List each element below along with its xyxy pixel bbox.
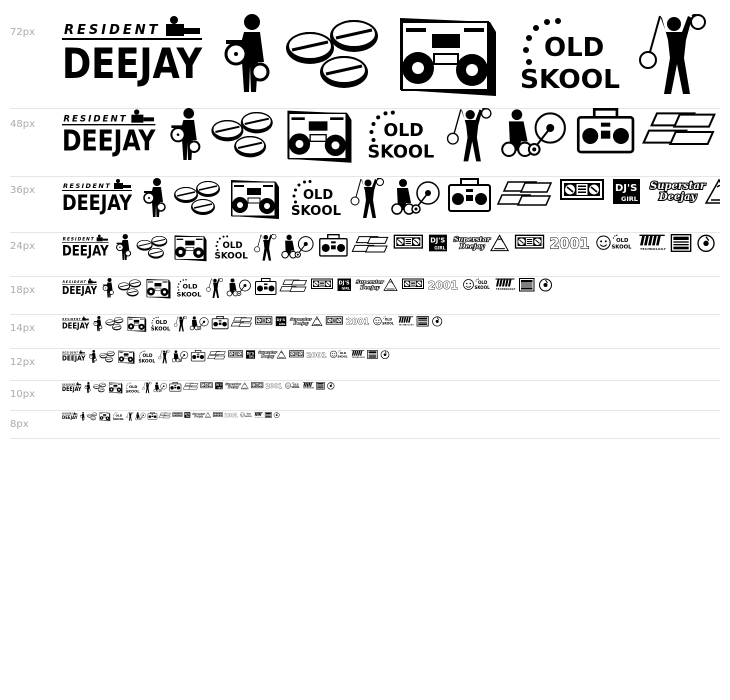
vinyl-glyph <box>274 412 279 417</box>
boombox-glyph <box>212 316 228 328</box>
platforms-glyph <box>159 413 171 418</box>
face-triangle-glyph <box>706 180 720 203</box>
superstar-deejay-glyph <box>356 280 384 292</box>
platforms-glyph <box>280 280 307 292</box>
face-triangle-glyph <box>241 383 248 389</box>
pills-glyph <box>87 413 97 421</box>
dancer-figure-glyph <box>207 278 223 298</box>
technology-logo-glyph <box>303 382 314 389</box>
djs-girl-glyph <box>429 235 447 252</box>
boombox-glyph <box>191 350 205 361</box>
year-2001-glyph <box>265 383 282 390</box>
djs-girl-glyph <box>215 382 223 389</box>
djs-girl-glyph <box>338 279 352 292</box>
dancer-figure-glyph <box>159 350 170 363</box>
pills-glyph <box>137 236 168 259</box>
boombox-large-glyph <box>128 317 147 332</box>
boombox-glyph <box>320 235 347 256</box>
mixer-glyph <box>516 235 544 248</box>
vinyl-glyph <box>698 235 714 251</box>
boombox-large-glyph <box>231 180 279 219</box>
preview-row-72px <box>10 14 720 109</box>
dancer-figure-glyph <box>640 14 705 94</box>
smiley-old-skool-glyph <box>240 412 252 418</box>
dj-turntable-figure-glyph <box>135 412 145 420</box>
deejay-logo-glyph <box>62 412 78 421</box>
djs-girl-glyph <box>276 316 286 326</box>
deejay-logo-glyph <box>62 109 156 157</box>
boombox-large-glyph <box>175 235 207 261</box>
smiley-old-skool-glyph <box>464 279 491 291</box>
mixer-glyph <box>256 317 272 324</box>
boombox-glyph <box>256 279 277 295</box>
dancer-figure-glyph <box>174 316 187 332</box>
glyph-strip <box>62 108 720 165</box>
dj-turntable-figure-glyph <box>392 179 439 214</box>
smiley-old-skool-glyph <box>330 350 348 358</box>
dj-figure-glyph <box>103 278 114 298</box>
face-triangle-glyph <box>384 279 397 291</box>
glyph-strip <box>62 412 282 424</box>
mixer-glyph <box>403 279 424 289</box>
dancer-figure-glyph <box>142 382 151 393</box>
size-label: 36px <box>10 185 35 196</box>
old-skool-glyph <box>151 317 171 333</box>
mixer-glyph <box>289 351 303 357</box>
vinyl-glyph <box>433 317 442 326</box>
glyph-strip <box>62 316 446 334</box>
preview-row-10px <box>10 380 720 411</box>
mixer-glyph <box>394 235 422 248</box>
year-2001-glyph <box>225 413 239 419</box>
superstar-deejay-glyph <box>650 181 706 203</box>
technology-logo-glyph <box>398 316 414 326</box>
platforms-glyph <box>231 318 252 327</box>
glyph-strip <box>62 350 393 366</box>
superstar-deejay-glyph <box>193 412 206 417</box>
year-2001-glyph <box>346 318 369 328</box>
size-label: 48px <box>10 119 35 130</box>
speaker-box-glyph <box>671 235 690 252</box>
size-label: 18px <box>10 285 35 296</box>
smiley-old-skool-glyph <box>597 235 632 251</box>
superstar-deejay-glyph <box>258 351 277 359</box>
pills-glyph <box>99 351 114 362</box>
vinyl-glyph <box>381 351 389 359</box>
technology-logo-glyph <box>639 235 666 251</box>
size-label: 10px <box>10 389 35 400</box>
dj-figure-glyph <box>85 382 91 393</box>
boombox-large-glyph <box>109 383 122 394</box>
vinyl-glyph <box>327 383 334 390</box>
mixer-glyph <box>201 383 213 388</box>
pills-glyph <box>286 20 378 88</box>
deejay-logo-glyph <box>62 235 109 260</box>
dj-figure-glyph <box>89 350 96 363</box>
superstar-deejay-glyph <box>225 382 241 389</box>
glyph-strip <box>62 278 557 301</box>
superstar-deejay-glyph <box>454 235 491 250</box>
old-skool-glyph <box>138 351 155 365</box>
old-skool-glyph <box>215 235 249 261</box>
old-skool-glyph <box>367 111 434 163</box>
old-skool-glyph <box>520 18 620 95</box>
dj-turntable-figure-glyph <box>190 316 208 330</box>
dancer-figure-glyph <box>126 412 133 421</box>
boombox-large-glyph <box>287 111 351 163</box>
preview-row-24px <box>10 232 720 277</box>
deejay-logo-glyph <box>62 179 133 215</box>
size-label: 72px <box>10 27 35 38</box>
smiley-old-skool-glyph <box>374 316 394 325</box>
boombox-glyph <box>148 412 157 419</box>
old-skool-glyph <box>126 383 141 394</box>
dj-figure-glyph <box>226 14 268 92</box>
technology-logo-glyph <box>352 350 366 359</box>
size-label: 8px <box>10 419 29 430</box>
preview-row-14px <box>10 314 720 349</box>
face-triangle-glyph <box>491 235 508 250</box>
dj-turntable-figure-glyph <box>172 350 188 362</box>
platforms-glyph <box>352 237 387 252</box>
platforms-glyph <box>498 182 551 205</box>
old-skool-glyph <box>291 180 341 219</box>
mixer-glyph <box>213 412 222 416</box>
old-skool-glyph <box>177 279 202 299</box>
dj-turntable-figure-glyph <box>154 382 167 392</box>
size-label: 14px <box>10 323 35 334</box>
preview-row-12px <box>10 348 720 381</box>
deejay-logo-glyph <box>62 16 202 88</box>
preview-row-18px <box>10 276 720 315</box>
platforms-glyph <box>644 113 715 144</box>
glyph-strip <box>62 382 337 396</box>
pills-glyph <box>211 112 272 157</box>
boombox-large-glyph <box>147 279 171 299</box>
boombox-large-glyph <box>100 412 111 421</box>
speaker-box-glyph <box>417 316 428 326</box>
dancer-figure-glyph <box>448 108 491 161</box>
dj-figure-glyph <box>171 108 199 160</box>
boombox-glyph <box>578 109 633 152</box>
face-triangle-glyph <box>312 317 322 326</box>
mixer-glyph <box>561 180 603 199</box>
face-triangle-glyph <box>277 351 286 359</box>
boombox-glyph <box>170 382 181 391</box>
deejay-logo-glyph <box>62 350 86 362</box>
deejay-logo-glyph <box>62 316 89 330</box>
year-2001-glyph <box>550 236 590 253</box>
preview-row-36px <box>10 176 720 233</box>
pills-glyph <box>105 317 123 330</box>
mixer-glyph <box>229 351 243 357</box>
dj-figure-glyph <box>94 316 102 331</box>
djs-girl-glyph <box>246 350 255 358</box>
preview-row-48px <box>10 108 720 177</box>
vinyl-glyph <box>540 279 552 291</box>
smiley-old-skool-glyph <box>285 382 300 389</box>
pills-glyph <box>118 280 141 297</box>
dj-figure-glyph <box>144 178 165 217</box>
mixer-glyph <box>173 412 182 416</box>
dj-turntable-figure-glyph <box>502 109 565 156</box>
djs-girl-glyph <box>184 412 190 418</box>
speaker-box-glyph <box>368 350 378 358</box>
glyph-strip <box>62 178 720 221</box>
speaker-box-glyph <box>520 279 535 292</box>
boombox-large-glyph <box>400 18 496 96</box>
pills-glyph <box>93 383 106 392</box>
deejay-logo-glyph <box>62 279 97 298</box>
glyph-strip <box>62 14 720 98</box>
dj-turntable-figure-glyph <box>227 279 251 297</box>
speaker-box-glyph <box>265 412 271 418</box>
deejay-logo-glyph <box>62 382 82 393</box>
technology-logo-glyph <box>496 279 516 292</box>
mixer-glyph <box>251 383 263 388</box>
size-label: 12px <box>10 357 35 368</box>
dj-turntable-figure-glyph <box>282 235 313 258</box>
mixer-glyph <box>312 279 333 289</box>
platforms-glyph <box>208 351 226 359</box>
platforms-glyph <box>183 383 198 389</box>
mixer-glyph <box>326 317 342 324</box>
dancer-figure-glyph <box>351 178 384 218</box>
technology-logo-glyph <box>254 412 263 418</box>
size-label: 24px <box>10 241 35 252</box>
preview-row-8px <box>10 410 720 439</box>
face-triangle-glyph <box>205 412 211 417</box>
dj-figure-glyph <box>80 412 85 421</box>
year-2001-glyph <box>428 279 458 292</box>
dancer-figure-glyph <box>254 234 276 261</box>
superstar-deejay-glyph <box>290 316 312 325</box>
djs-girl-glyph <box>613 179 640 204</box>
old-skool-glyph <box>113 412 124 421</box>
year-2001-glyph <box>306 350 326 359</box>
boombox-large-glyph <box>118 351 134 364</box>
boombox-glyph <box>449 179 490 211</box>
glyph-strip <box>62 234 720 264</box>
pills-glyph <box>174 181 220 215</box>
speaker-box-glyph <box>316 382 324 389</box>
dj-figure-glyph <box>117 234 131 260</box>
